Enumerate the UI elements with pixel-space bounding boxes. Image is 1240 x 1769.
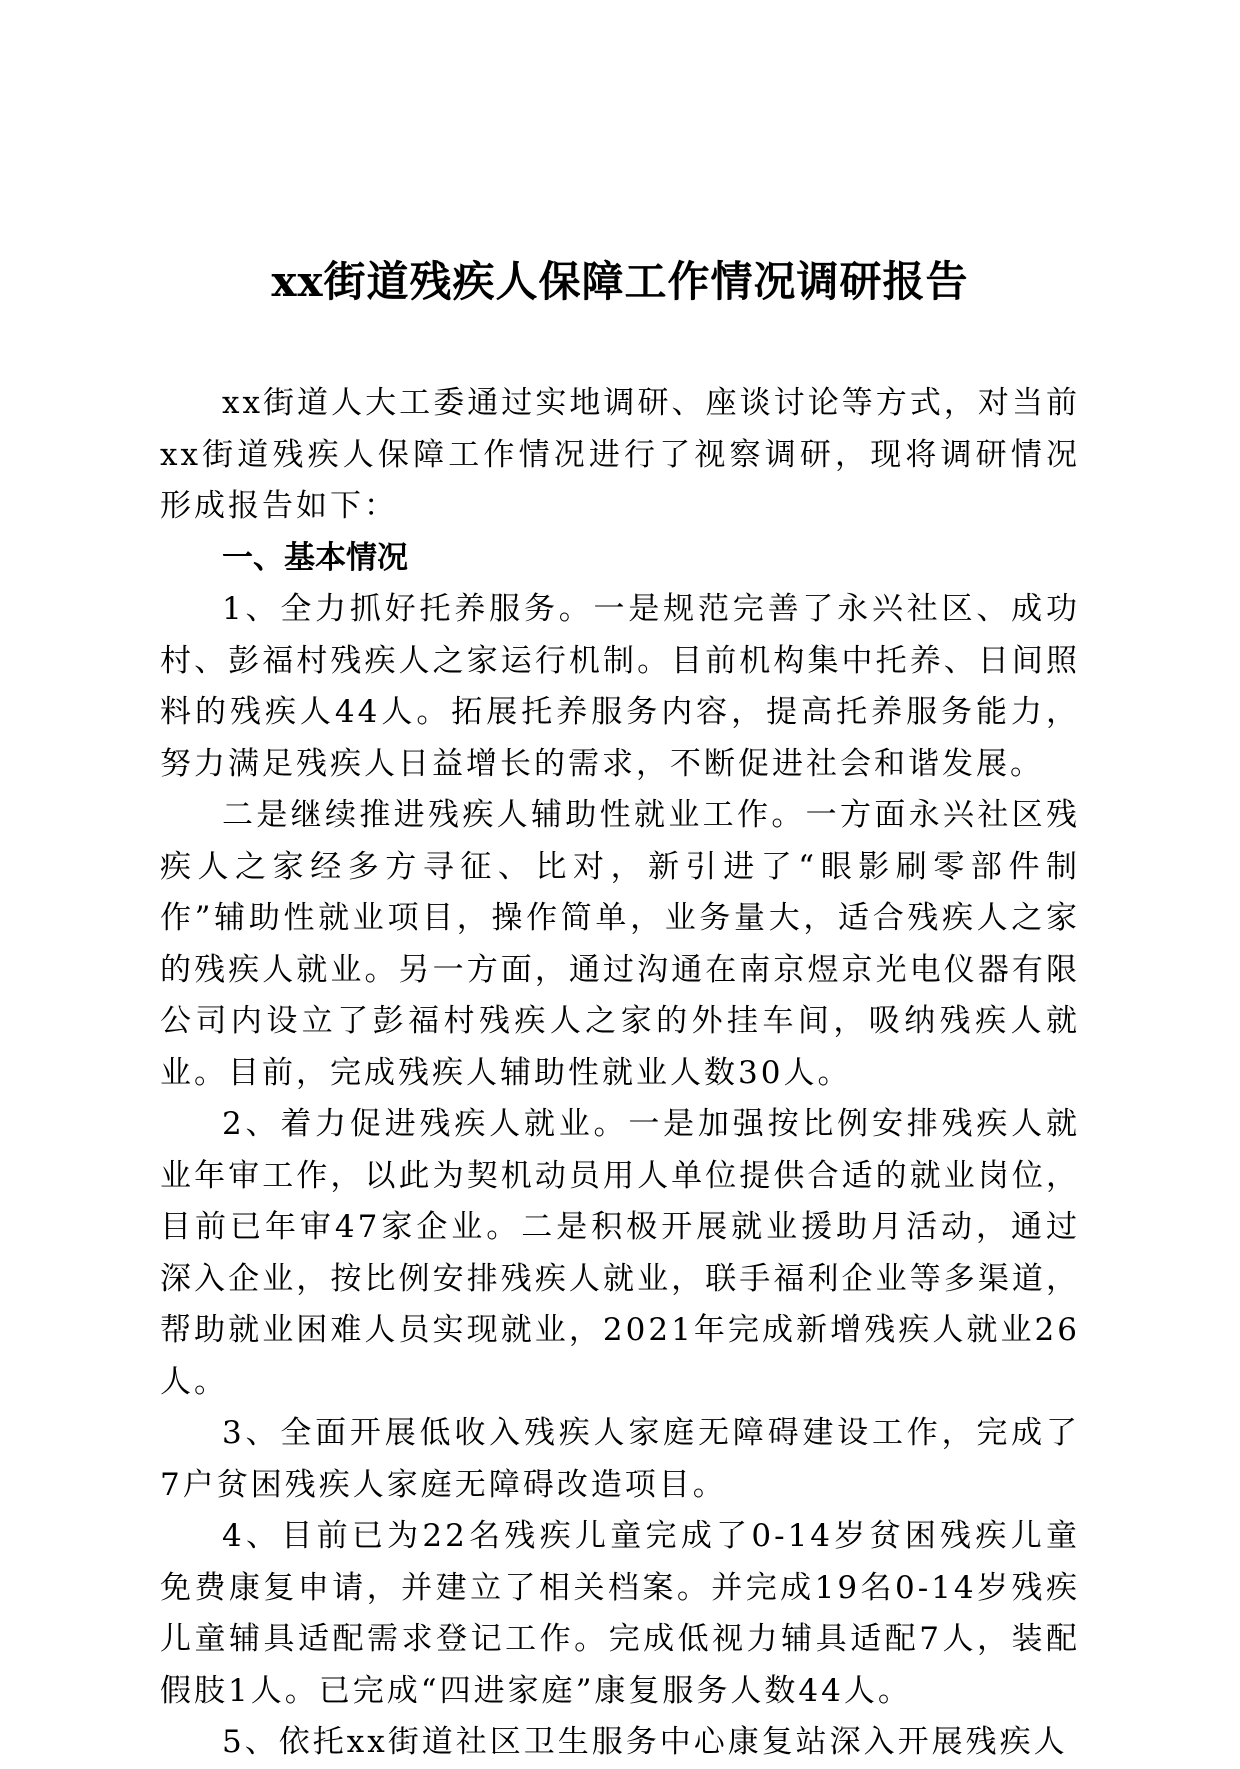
paragraph-4-child-rehabilitation: 4、目前已为22名残疾儿童完成了0-14岁贫困残疾儿童免费康复申请，并建立了相关档案。并完成19名0-14岁残疾儿童辅具适配需求登记工作。完成低视力辅具适配7人，装配假肢1人。已完成“四进家庭”康复服务人数44人。 [160,1518,1080,1709]
section-heading-basic-situation: 一、基本情况 [222,539,408,576]
document-body [160,378,1080,1769]
document-title: xx街道残疾人保障工作情况调研报告 [271,257,969,306]
paragraph-5-rehab-station: 5、依托xx街道社区卫生服务中心康复站深入开展残疾人 [222,1724,1068,1760]
paragraph-assisted-employment: 二是继续推进残疾人辅助性就业工作。一方面永兴社区残疾人之家经多方寻征、比对，新引进了“眼影刷零部件制作”辅助性就业项目，操作简单，业务量大，适合残疾人之家的残疾人就业。另一方面，通过沟通在南京煜京光电仪器有限公司内设立了彭福村残疾人之家的外挂车间，吸纳残疾人就业。目前，完成残疾人辅助性就业人数30人。 [160,797,1080,1091]
intro-paragraph: xx街道人大工委通过实地调研、座谈讨论等方式，对当前xx街道残疾人保障工作情况进行了视察调研，现将调研情况形成报告如下： [160,385,1080,524]
paragraph-1-custody-services: 1、全力抓好托养服务。一是规范完善了永兴社区、成功村、彭福村残疾人之家运行机制。目前机构集中托养、日间照料的残疾人44人。拓展托养服务内容，提高托养服务能力，努力满足残疾人日益增长的需求，不断促进社会和谐发展。 [160,591,1080,782]
paragraph-2-employment: 2、着力促进残疾人就业。一是加强按比例安排残疾人就业年审工作，以此为契机动员用人单位提供合适的就业岗位，目前已年审47家企业。二是积极开展就业援助月活动，通过深入企业，按比例安排残疾人就业，联手福利企业等多渠道，帮助就业困难人员实现就业，2021年完成新增残疾人就业26人。 [160,1106,1080,1400]
paragraph-3-accessibility: 3、全面开展低收入残疾人家庭无障碍建设工作，完成了7户贫困残疾人家庭无障碍改造项目。 [160,1415,1080,1503]
